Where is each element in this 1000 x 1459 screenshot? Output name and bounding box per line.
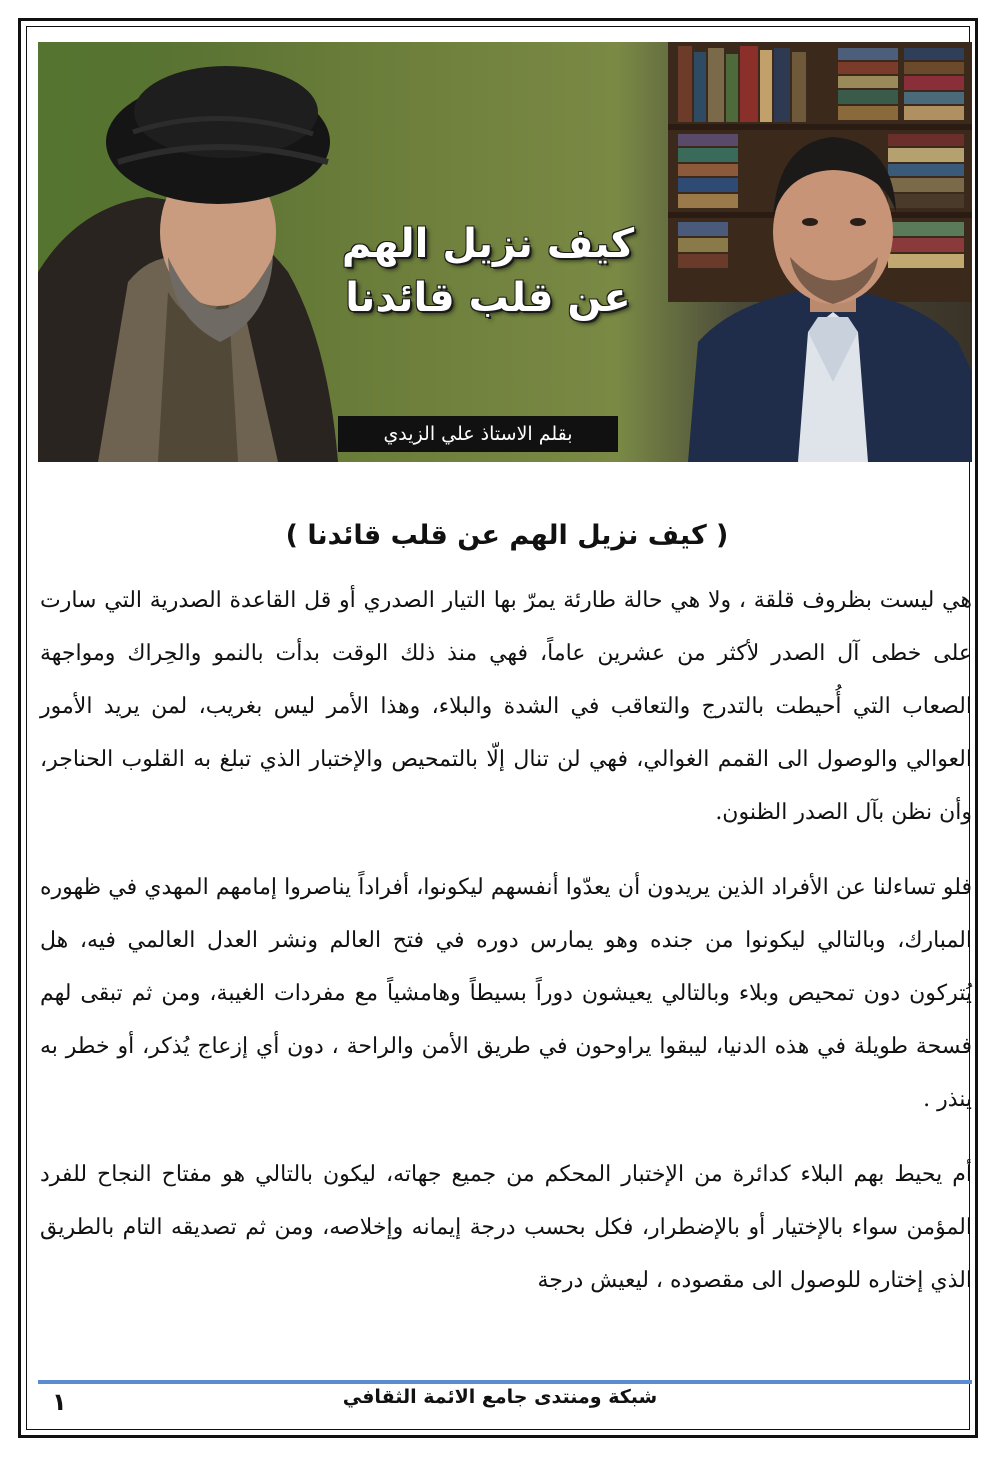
page-number: ١ xyxy=(52,1388,67,1416)
header-banner xyxy=(38,42,972,462)
paragraph: فلو تساءلنا عن الأفراد الذين يريدون أن يعدّوا أنفسهم ليكونوا، أفراداً يناصروا إمامهم المهدي في ظهوره المبارك، وبالتالي ليكونوا من جنده وهو يمارس دوره في فتح العالم ونشر العدل العالمي فيه، هل يُتركون دون تمحيص وبلاء وبالتالي يعيشون دوراً بسيطاً وهامشياً مع مفردات الغيبة، ومن ثم تبقى لهم فسحة طويلة في هذه الدنيا، ليبقوا يراوحون في طريق الأمن والراحة ، دون أي إزعاج يُذكر، أو خطر به ينذر . xyxy=(40,875,972,1112)
author-byline: بقلم الاستاذ علي الزيدي xyxy=(338,416,618,452)
paragraph: هي ليست بظروف قلقة ، ولا هي حالة طارئة يمرّ بها التيار الصدري أو قل القاعدة الصدرية التي سارت على خطى آل الصدر لأكثر من عشرين عاماً، فهي منذ ذلك الوقت بدأت بالنمو والحِراك ومواجهة الصعاب التي أُحيطت بالتدرج والتعاقب في الشدة والبلاء، وهذا الأمر ليس بغريب، لمن يريد الأمور العوالي والوصول الى القمم الغوالي، فهي لن تنال إلّا بالتمحيص والإختبار الذي تبلغ به القلوب الحناجر، وأن نظن بآل الصدر الظنون. xyxy=(40,588,972,825)
article-body xyxy=(40,574,972,1329)
article-heading: ( كيف نزيل الهم عن قلب قائدنا ) xyxy=(285,520,729,551)
footer-site-name: شبكة ومنتدى جامع الائمة الثقافي xyxy=(342,1386,658,1408)
banner-title-line2: عن قلب قائدنا xyxy=(345,275,631,321)
footer-divider xyxy=(38,1380,972,1384)
paragraph: أم يحيط بهم البلاء كدائرة من الإختبار المحكم من جميع جهاته، ليكون بالتالي هو مفتاح النجاح للفرد المؤمن سواء بالإختيار أو بالإضطرار، فكل بحسب درجة إيمانه وإخلاصه، ومن ثم تصديقه التام بالطريق الذي إختاره للوصول الى مقصوده ، ليعيش درجة xyxy=(40,1162,972,1293)
banner-title-line1: كيف نزيل الهم xyxy=(341,221,635,267)
banner-title xyxy=(288,217,688,325)
